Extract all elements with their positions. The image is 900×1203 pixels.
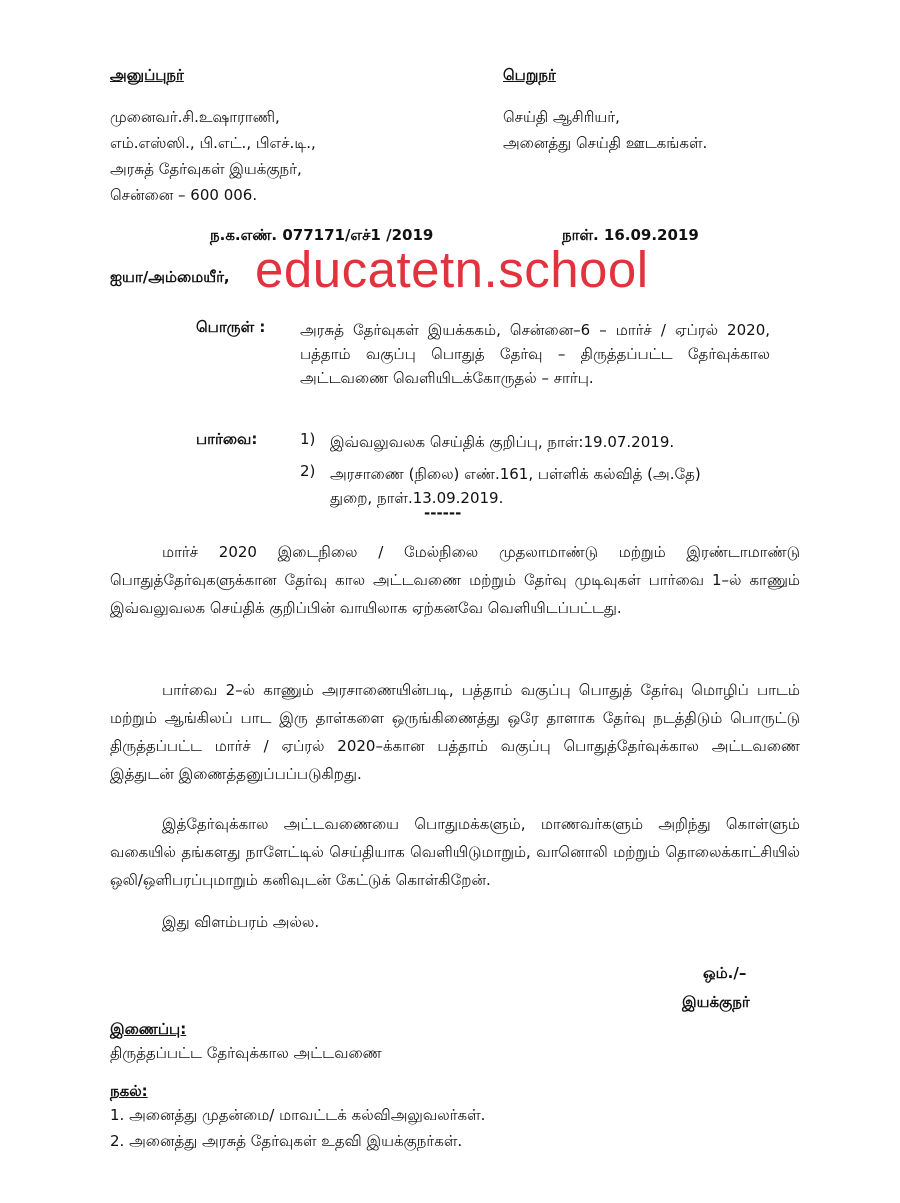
subject-label: பொருள் : <box>196 318 266 336</box>
recipient-address <box>503 104 707 156</box>
letter-date: நாள். 16.09.2019 <box>562 226 699 244</box>
copy-to-item: 2. அனைத்து அரசுத் தேர்வுகள் உதவி இயக்குநர்கள். <box>110 1132 463 1150</box>
reference-item-text <box>330 462 701 510</box>
reference-item-line: இவ்வலுவலக செய்திக் குறிப்பு, நாள்:19.07.2019. <box>330 433 675 451</box>
enclosure-text: திருத்தப்பட்ட தேர்வுக்கால அட்டவணை <box>110 1044 382 1062</box>
reference-item-text <box>330 430 674 454</box>
body-paragraph: பார்வை 2–ல் காணும் அரசாணையின்படி, பத்தாம் வகுப்பு பொதுத் தேர்வு மொழிப் பாடம் மற்றும் ஆங்கிலப் பாட இரு தாள்களை ஒருங்கிணைத்து ஒரே தாளாக தேர்வு நடத்திடும் பொருட்டு திருத்தப்பட்ட மார்ச் / ஏப்ரல் 2020–க்கான பத்தாம் வகுப்பு பொதுத்தேர்வுக்கால அட்டவணை இத்துடன் இணைத்தனுப்பப்படுகிறது. <box>110 681 800 783</box>
salutation: ஐயா/அம்மையீர், <box>110 268 230 286</box>
sender-line: எம்.எஸ்ஸி., பி.எட்., பிஎச்.டி., <box>110 134 316 152</box>
copy-to-list <box>110 1102 485 1154</box>
body-paragraph: இத்தேர்வுக்கால அட்டவணையை பொதுமக்களும், மாணவர்களும் அறிந்து கொள்ளும் வகையில் தங்களது நாளேட்டில் செய்தியாக வெளியிடுமாறும், வானொலி மற்றும் தொலைக்காட்சியில் ஒலி/ஒளிபரப்புமாறும் கனிவுடன் கேட்டுக் கொள்கிறேன். <box>110 815 800 889</box>
sender-heading: அனுப்புநர் <box>110 66 184 84</box>
recipient-line: செய்தி ஆசிரியர், <box>503 108 620 126</box>
copy-to-item: 1. அனைத்து முதன்மை/ மாவட்டக் கல்விஅலுவலர்கள். <box>110 1106 486 1124</box>
sender-line: முனைவர்.சி.உஷாராணி, <box>110 108 280 126</box>
reference-item-line: அரசாணை (நிலை) எண்.161, பள்ளிக் கல்வித் (அ.தே) <box>330 465 701 483</box>
sender-line: சென்னை – 600 006. <box>110 186 258 204</box>
references-label: பார்வை: <box>196 430 258 448</box>
reference-item-number: 2) <box>300 462 316 480</box>
sender-address <box>110 104 316 208</box>
reference-item-line: துறை, நாள்.13.09.2019. <box>330 489 504 507</box>
watermark: educatetn.school <box>255 241 649 298</box>
subject-text: அரசுத் தேர்வுகள் இயக்ககம், சென்னை–6 – மார்ச் / ஏப்ரல் 2020, பத்தாம் வகுப்பு பொதுத் தேர்வு – திருத்தப்பட்ட தேர்வுக்கால அட்டவணை வெளியிடக்கோருதல் – சார்பு. <box>300 321 770 387</box>
sender-line: அரசுத் தேர்வுகள் இயக்குநர், <box>110 160 302 178</box>
signature-title: இயக்குநர் <box>682 993 750 1011</box>
recipient-line: அனைத்து செய்தி ஊடகங்கள். <box>503 134 708 152</box>
reference-item-number: 1) <box>300 430 316 448</box>
copy-to-heading: நகல்: <box>110 1082 148 1100</box>
recipient-heading: பெறுநர் <box>503 66 556 84</box>
reference-number: ந.க.எண். 077171/எச்1 /2019 <box>210 226 434 244</box>
enclosure-heading: இணைப்பு: <box>110 1020 187 1038</box>
body-paragraph: இது விளம்பரம் அல்ல. <box>162 913 320 931</box>
body-paragraph: மார்ச் 2020 இடைநிலை / மேல்நிலை முதலாமாண்டு மற்றும் இரண்டாமாண்டு பொதுத்தேர்வுகளுக்கான தேர்வு கால அட்டவணை மற்றும் தேர்வு முடிவுகள் பார்வை 1–ல் காணும் இவ்வலுவலக செய்திக் குறிப்பின் வாயிலாக ஏற்கனவே வெளியிடப்பட்டது. <box>110 543 800 617</box>
references-divider: ------ <box>424 504 462 522</box>
signature-signed: ஒம்./– <box>703 964 747 982</box>
